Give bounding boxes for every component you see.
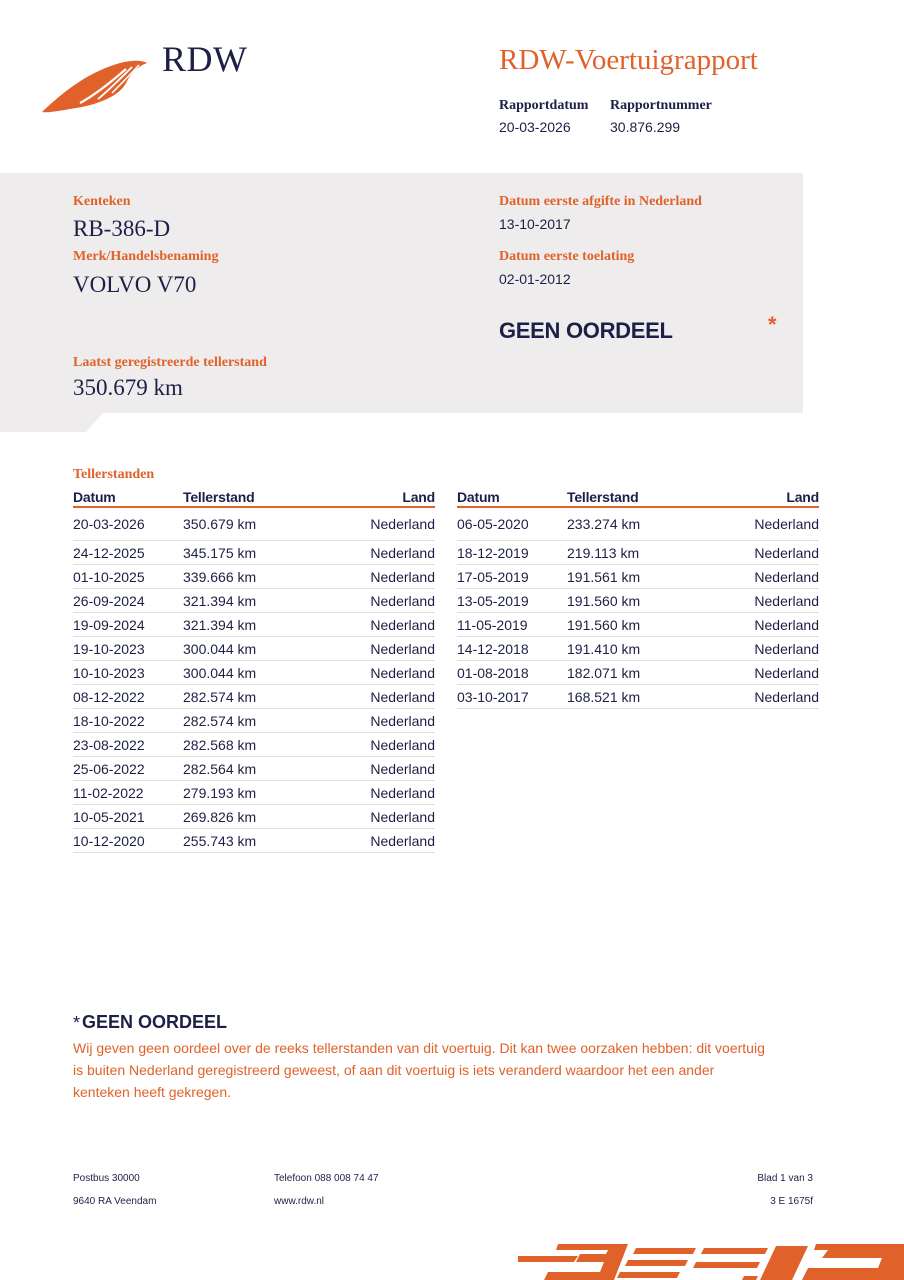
reading-country: Nederland [333,709,435,733]
table-row [73,661,435,685]
verdict-text: GEEN OORDEEL [499,318,673,343]
reading-date: 10-12-2020 [73,829,183,853]
reading-country: Nederland [717,507,819,541]
readings-table-right [457,488,819,709]
verdict-marker: * [768,312,777,337]
table-row [73,733,435,757]
footer-phone: Telefoon 088 008 74 47 [274,1173,379,1184]
footer-page-number: Blad 1 van 3 [757,1173,813,1184]
first-issue-nl-label: Datum eerste afgifte in Nederland [499,194,702,209]
column-header-date: Datum [457,488,567,507]
column-header-reading: Tellerstand [567,488,717,507]
report-date-label: Rapportdatum [499,98,589,113]
table-row [73,805,435,829]
table-row [73,709,435,733]
footer-website: www.rdw.nl [274,1196,325,1207]
plate-label: Kenteken [73,194,131,209]
reading-value: 191.560 km [567,613,717,637]
footer-address-line1: Postbus 30000 [73,1173,140,1184]
make-label: Merk/Handelsbenaming [73,249,219,264]
reading-country: Nederland [333,541,435,565]
table-row [457,613,819,637]
table-row [73,565,435,589]
table-row [73,637,435,661]
reading-value: 182.071 km [567,661,717,685]
reading-country: Nederland [333,613,435,637]
report-title: RDW-Voertuigrapport [499,44,758,76]
table-row [73,781,435,805]
first-admission-value: 02-01-2012 [499,271,571,287]
footer-address-line2: 9640 RA Veendam [73,1196,157,1207]
reading-country: Nederland [333,829,435,853]
table-row [457,685,819,709]
reading-date: 03-10-2017 [457,685,567,709]
table-row [457,507,819,541]
reading-value: 168.521 km [567,685,717,709]
reading-value: 219.113 km [567,541,717,565]
reading-date: 08-12-2022 [73,685,183,709]
reading-country: Nederland [717,541,819,565]
reading-country: Nederland [333,565,435,589]
reading-country: Nederland [333,781,435,805]
reading-value: 282.574 km [183,709,333,733]
reading-country: Nederland [333,805,435,829]
table-row [457,589,819,613]
first-admission-label: Datum eerste toelating [499,249,635,264]
reading-date: 26-09-2024 [73,589,183,613]
reading-value: 282.564 km [183,757,333,781]
table-row [457,661,819,685]
table-row [73,507,435,541]
reading-value: 269.826 km [183,805,333,829]
make-value: VOLVO V70 [73,272,197,297]
table-row [457,637,819,661]
reading-date: 19-09-2024 [73,613,183,637]
reading-country: Nederland [333,757,435,781]
reading-date: 18-10-2022 [73,709,183,733]
reading-value: 339.666 km [183,565,333,589]
reading-country: Nederland [717,613,819,637]
reading-country: Nederland [333,733,435,757]
reading-country: Nederland [333,661,435,685]
table-row [457,541,819,565]
reading-date: 20-03-2026 [73,507,183,541]
odometer-value: 350.679 km [73,375,183,400]
reading-value: 350.679 km [183,507,333,541]
reading-country: Nederland [717,637,819,661]
reading-date: 24-12-2025 [73,541,183,565]
readings-rows-left [73,507,435,853]
first-issue-nl-value: 13-10-2017 [499,216,571,232]
reading-value: 279.193 km [183,781,333,805]
reading-country: Nederland [333,637,435,661]
readings-title: Tellerstanden [73,467,155,482]
reading-date: 19-10-2023 [73,637,183,661]
table-row [457,565,819,589]
reading-country: Nederland [717,685,819,709]
reading-country: Nederland [717,565,819,589]
reading-value: 191.560 km [567,589,717,613]
footnote-title: GEEN OORDEEL [82,1012,228,1032]
report-number-label: Rapportnummer [610,98,712,113]
rdw-feather-logo-icon [40,55,150,117]
table-row [73,613,435,637]
reading-value: 300.044 km [183,637,333,661]
reading-value: 300.044 km [183,661,333,685]
readings-table-left [73,488,435,853]
reading-date: 01-08-2018 [457,661,567,685]
reading-value: 191.410 km [567,637,717,661]
reading-country: Nederland [333,589,435,613]
readings-rows-right [457,507,819,709]
report-number: 30.876.299 [610,119,681,135]
table-row [73,685,435,709]
table-row [73,829,435,853]
column-header-country: Land [717,488,819,507]
footer-doc-code: 3 E 1675f [770,1196,813,1207]
reading-date: 14-12-2018 [457,637,567,661]
reading-value: 255.743 km [183,829,333,853]
reading-value: 321.394 km [183,589,333,613]
reading-value: 233.274 km [567,507,717,541]
reading-country: Nederland [717,589,819,613]
reading-country: Nederland [333,685,435,709]
reading-date: 06-05-2020 [457,507,567,541]
reading-date: 01-10-2025 [73,565,183,589]
table-row [73,757,435,781]
column-header-country: Land [333,488,435,507]
brand-name: RDW [162,39,248,79]
reading-date: 11-02-2022 [73,781,183,805]
table-row [73,541,435,565]
reading-value: 191.561 km [567,565,717,589]
reading-value: 282.574 km [183,685,333,709]
reading-date: 25-06-2022 [73,757,183,781]
reading-date: 17-05-2019 [457,565,567,589]
reading-country: Nederland [333,507,435,541]
footnote-text: Wij geven geen oordeel over de reeks tellerstanden van dit voertuig. Dit kan twee oorzaken hebben: dit voertuig is buiten Nederland geregistreerd geweest, of aan dit voertuig is iets veranderd waardoor het een ander kenteken heeft gekregen. [73,1040,765,1100]
reading-date: 13-05-2019 [457,589,567,613]
reading-date: 10-05-2021 [73,805,183,829]
odometer-label: Laatst geregistreerde tellerstand [73,355,267,370]
footnote-marker: * [73,1013,81,1033]
reading-value: 345.175 km [183,541,333,565]
orange-stripes-graphic-icon [518,1244,904,1280]
reading-date: 23-08-2022 [73,733,183,757]
reading-date: 18-12-2019 [457,541,567,565]
reading-country: Nederland [717,661,819,685]
report-date: 20-03-2026 [499,119,571,135]
table-row [73,589,435,613]
reading-value: 321.394 km [183,613,333,637]
panel-tab-shape [0,412,104,432]
reading-date: 10-10-2023 [73,661,183,685]
reading-value: 282.568 km [183,733,333,757]
reading-date: 11-05-2019 [457,613,567,637]
plate-value: RB-386-D [73,216,171,241]
column-header-reading: Tellerstand [183,488,333,507]
column-header-date: Datum [73,488,183,507]
